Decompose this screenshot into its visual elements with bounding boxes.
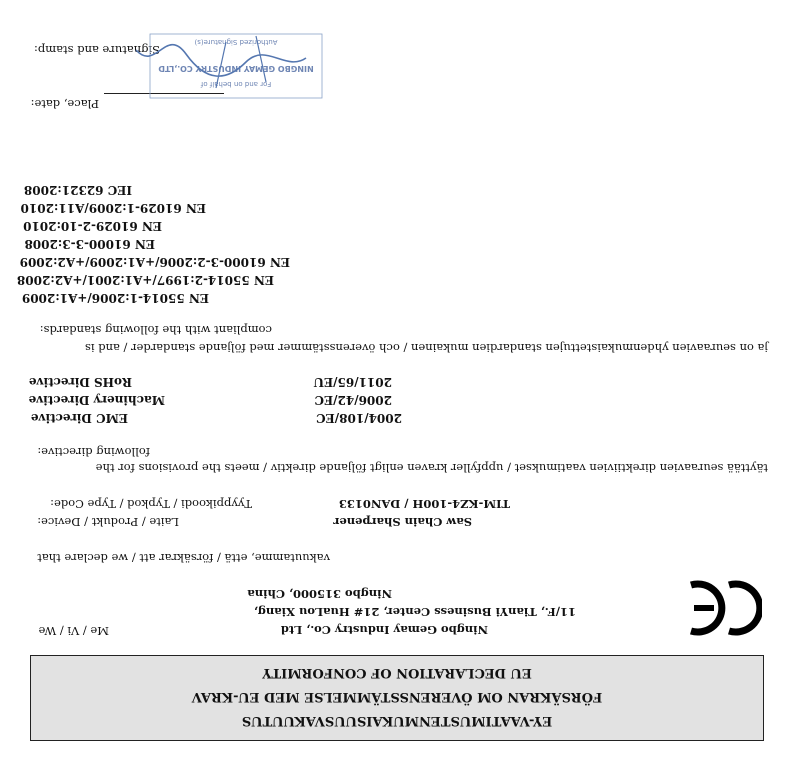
directive-ref-machinery: 2006/42/EC: [314, 393, 392, 407]
standard-item: EN 61000-3-2:2006/+A1:2009/+A2:2009: [19, 255, 290, 269]
directive-ref-rohs: 2011/65/EU: [313, 375, 392, 389]
declarant-label: Me / Vi / We: [38, 624, 109, 638]
standard-item: EN 61000-3-3:2008: [24, 237, 155, 251]
device-label: Laite / Produkt / Device:: [37, 515, 179, 529]
standard-item: EN 61029-2-10:2010: [23, 219, 162, 233]
device-value: Saw Chain Sharpener: [333, 515, 472, 529]
company-address-line1: 11/F., TianYi Business Center, 21# HuaLou Xiang,: [253, 605, 576, 619]
standard-item: EN 55014-2:1997/+A1:2001/+A2:2008: [16, 273, 274, 287]
stamp-text-bottom: Authorized Signature(s): [194, 38, 278, 46]
declare-text: vakuutamme, että / försäkrar att / we declare that: [37, 551, 330, 565]
directive-ref-emc: 2004/108/EC: [316, 411, 402, 425]
signature-label: Signature and stamp:: [34, 43, 160, 57]
stamp-text-top: For and on behalf of: [200, 80, 272, 88]
directive-name-emc: EMC Directive: [30, 411, 128, 425]
standard-item: EN 55014-1:2006/+A1:2009: [21, 291, 209, 305]
standards-intro-line1: ja on seuraavien yhdenmukaistettujen standardien mukainen / och överensstämmer med följande standarder / and is: [84, 341, 768, 355]
title-box: [30, 655, 764, 741]
directive-name-machinery: Machinery Directive: [28, 393, 165, 407]
type-code-value: TIM-KZ4-100H / DAN0133: [338, 497, 510, 511]
standard-item: IEC 62321:2008: [23, 183, 132, 197]
directive-name-rohs: RoHS Directive: [28, 375, 132, 389]
directives-intro-line1: täyttää seuraavien direktiivien vaatimukset / uppfyller kraven enligt följande direktiv / meets the provisions for the: [95, 461, 768, 475]
standards-intro-line2: compliant with the following standards:: [39, 323, 272, 337]
title-line-sv: FÖRSÄKRAN OM ÖVERENSSTÄMMELSE MED EU-KRAV: [191, 689, 603, 704]
type-code-label: Tyyppikoodi / Typkod / Type Code:: [50, 497, 252, 511]
stamp-text-company: NINGBO GEMAY INDUSTRY CO.,LTD: [158, 64, 314, 73]
directives-intro-line2: following directive:: [37, 445, 150, 459]
signature-stamp-icon: [126, 28, 326, 102]
company-name: Ningbo Gemay Industry Co., Ltd: [280, 623, 488, 637]
company-address-line2: Ningbo 315000, China: [247, 587, 392, 601]
place-date-label: Place, date:: [30, 97, 99, 111]
ce-mark-icon: [686, 577, 762, 639]
title-line-fi: EY-VAATIMUSTENMUKAISUUSVAKUUTUS: [241, 713, 553, 728]
standard-item: EN 61029-1:2009/A11:2010: [20, 201, 206, 215]
title-line-en: EU DECLARATION OF CONFORMITY: [262, 665, 532, 680]
